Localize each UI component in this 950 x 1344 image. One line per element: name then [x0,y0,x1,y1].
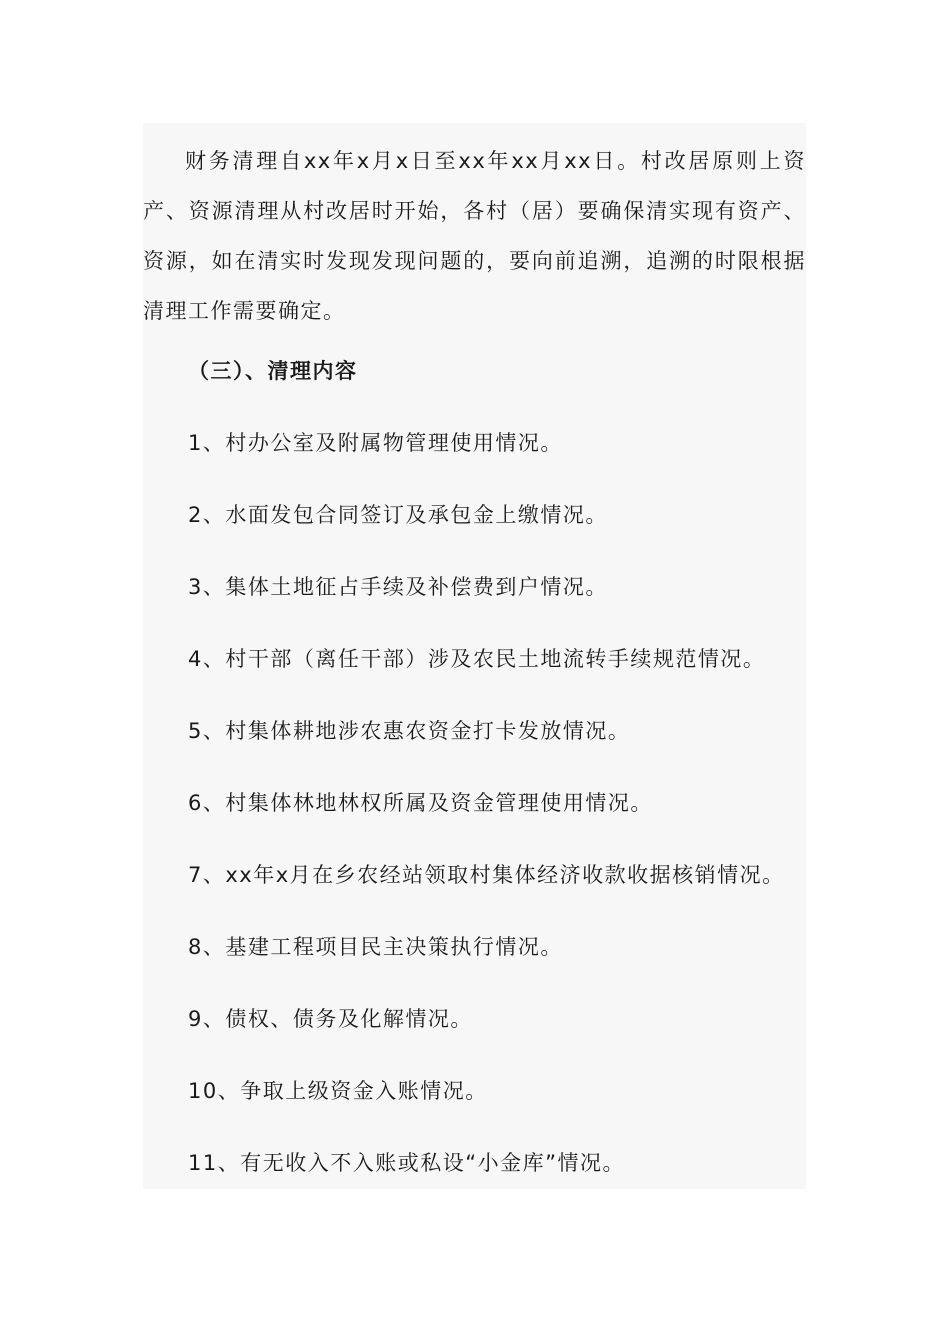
list-item: 5、村集体耕地涉农惠农资金打卡发放情况。 [188,719,631,743]
list-item: 3、集体土地征占手续及补偿费到户情况。 [188,575,608,599]
document-content [143,123,806,1189]
list-item: 8、基建工程项目民主决策执行情况。 [188,935,563,959]
list-item: 4、村干部（离任干部）涉及农民土地流转手续规范情况。 [188,647,766,671]
list-item: 9、债权、债务及化解情况。 [188,1007,473,1031]
cleanup-items-list [188,428,785,1220]
list-item: 6、村集体林地林权所属及资金管理使用情况。 [188,791,653,815]
list-item: 2、水面发包合同签订及承包金上缴情况。 [188,503,608,527]
list-item: 11、有无收入不入账或私设“小金库”情况。 [188,1151,625,1175]
list-item: 10、争取上级资金入账情况。 [188,1079,488,1103]
list-item: 7、xx年x月在乡农经站领取村集体经济收款收据核销情况。 [188,863,785,887]
intro-paragraph: 财务清理自xx年x月x日至xx年xx月xx日。村改居原则上资产、资源清理从村改居时开始，各村（居）要确保清实现有资产、资源，如在清实时发现发现问题的，要向前追溯，追溯的时限根据清理工作需要确定。 [143,149,806,323]
section-heading: （三）、清理内容 [188,359,358,383]
list-item: 1、村办公室及附属物管理使用情况。 [188,431,563,455]
